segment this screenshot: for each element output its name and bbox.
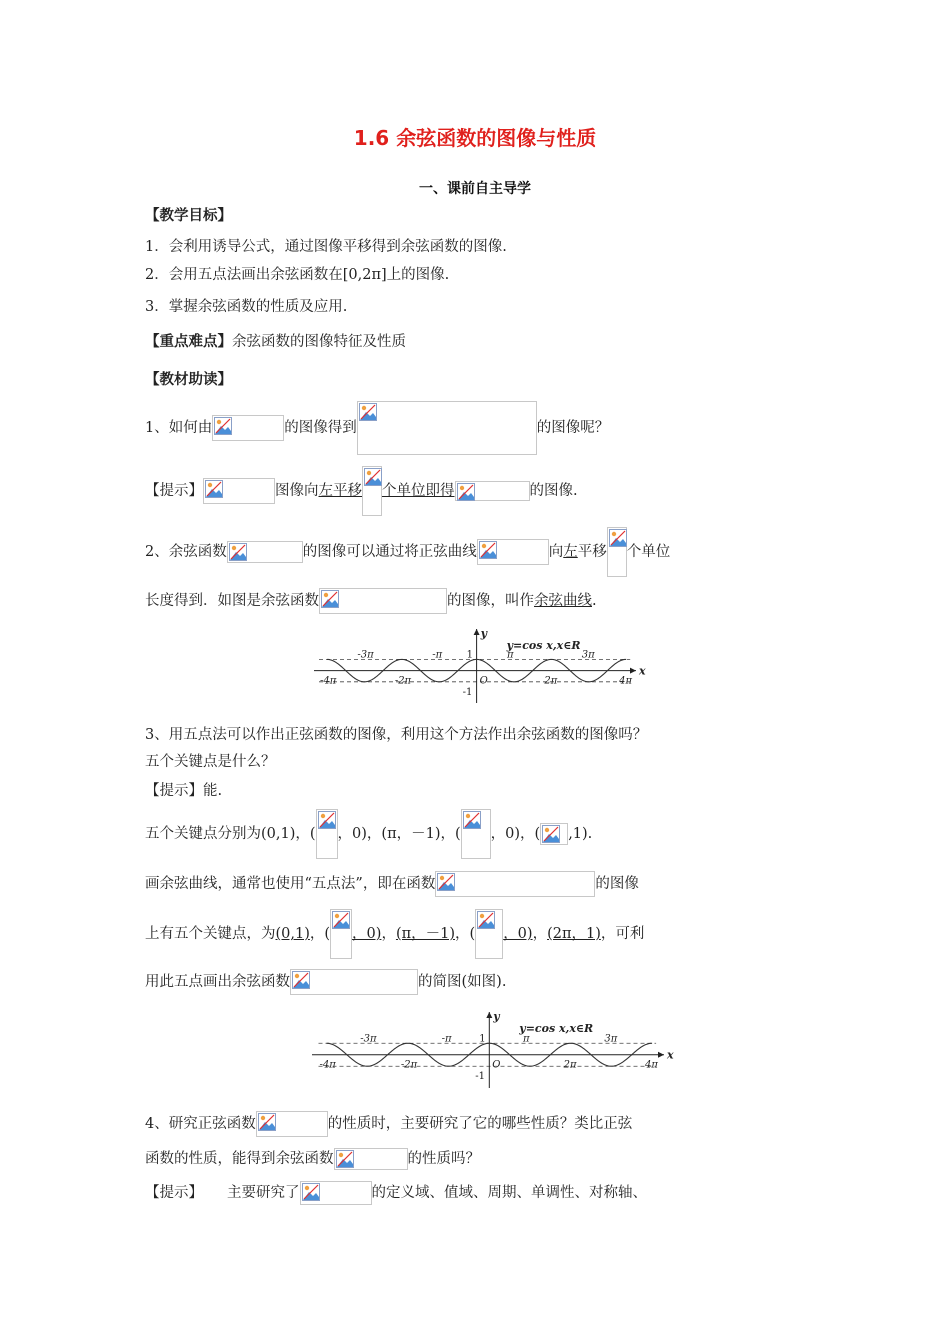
q2-text-h: 的图像，叫作 [447, 593, 534, 609]
goal-2: 2．会用五点法画出余弦函数在[0,2π]上的图像. [145, 267, 450, 283]
q1-text-a: 1、如何由 [145, 420, 213, 436]
draw-text-a: 画余弦曲线，通常也使用“五点法”，即在函数 [145, 876, 436, 892]
q4-text-a: 4、研究正弦函数 [145, 1116, 256, 1132]
five2-text-k: ，可利 [600, 926, 645, 942]
q2-text-b: 的图像可以通过将正弦曲线 [302, 544, 477, 560]
hint1-text-d: 的图像. [529, 483, 578, 499]
question-2-cont [145, 587, 597, 615]
key-text: 余弦函数的图像特征及性质 [232, 334, 406, 350]
formula-image [357, 401, 537, 455]
image-placeholder-icon [321, 590, 339, 608]
formula-image [607, 527, 627, 577]
five-text-c: ，0)，( [490, 826, 541, 842]
image-placeholder-icon [457, 483, 475, 501]
x-axis-label: x [639, 664, 646, 678]
x-tick-label: 4π [645, 1059, 658, 1071]
x-tick-label: 3π [581, 649, 595, 661]
five-points [145, 808, 592, 860]
hint-label: 【提示】 [145, 1185, 203, 1201]
goal-3: 3．掌握余弦函数的性质及应用. [145, 299, 348, 315]
q2-text-e: 平移 [577, 544, 607, 560]
formula-image [362, 466, 382, 516]
image-placeholder-icon [463, 811, 481, 829]
hint4-text-b: 的定义域、值域、周期、单调性、对称轴、 [371, 1185, 647, 1201]
x-tick-label: 2π [544, 675, 558, 687]
hint-1 [145, 466, 578, 516]
five2-text-e: ， [381, 926, 396, 942]
hint-label: 【提示】 [145, 483, 203, 499]
section-heading: 一、课前自主导学 [419, 181, 531, 197]
y-axis-arrow [486, 1012, 492, 1018]
hint-label: 【提示】 [145, 783, 203, 799]
five2-text-d: ，0) [352, 926, 382, 942]
aid-heading: 【教材助读】 [145, 372, 232, 388]
y-tick-label: 1 [466, 649, 473, 661]
x-tick-label: -4π [319, 1059, 336, 1071]
x-tick-label: -π [432, 649, 443, 661]
question-4-cont [145, 1146, 480, 1172]
image-placeholder-icon [359, 403, 377, 421]
y-tick-label: -1 [462, 686, 473, 698]
image-placeholder-icon [229, 543, 247, 561]
five-text-b: ，0)，(π，－1)，( [337, 826, 461, 842]
q1-text-c: 的图像呢？ [536, 420, 610, 436]
formula-image [256, 1111, 328, 1137]
formula-image [316, 809, 338, 859]
question-1 [145, 401, 609, 456]
x-tick-label: 2π [563, 1059, 577, 1071]
x-tick-label: O [492, 1059, 501, 1071]
x-axis-arrow [658, 1052, 664, 1058]
formula-image [330, 909, 352, 959]
image-placeholder-icon [609, 529, 627, 547]
hint3-text: 能. [203, 783, 223, 799]
formula-image [212, 415, 284, 441]
image-placeholder-icon [292, 971, 310, 989]
chart-title: y=cos x,x∈R [506, 639, 581, 652]
formula-image [435, 871, 595, 897]
formula-image [475, 909, 503, 959]
formula-image [540, 823, 568, 845]
y-axis-arrow [474, 629, 480, 635]
chart-title: y=cos x,x∈R [519, 1022, 594, 1035]
page-title: 1.6 余弦函数的图像与性质 [353, 126, 597, 150]
formula-image [461, 809, 491, 859]
image-placeholder-icon [477, 911, 495, 929]
key-points [145, 332, 406, 352]
five2-text-g: ，( [455, 926, 476, 942]
image-placeholder-icon [542, 825, 560, 843]
formula-image [477, 539, 549, 565]
five2-text-h: ，0) [503, 926, 533, 942]
hint4-text-a: 主要研究了 [227, 1185, 300, 1201]
q4-text-b: 的性质时，主要研究了它的哪些性质？类比正弦 [327, 1116, 633, 1132]
hint-4 [145, 1180, 647, 1206]
five2-text-c: ，( [309, 926, 331, 942]
key-heading: 【重点难点】 [145, 334, 232, 350]
image-placeholder-icon [205, 480, 223, 498]
q2-text-d: 左 [563, 544, 578, 560]
image-placeholder-icon [479, 541, 497, 559]
y-tick-label: -1 [475, 1071, 486, 1083]
image-placeholder-icon [364, 468, 382, 486]
q3-line-1: 3、用五点法可以作出正弦函数的图像，利用这个方法作出余弦函数的图像吗？ [145, 727, 648, 743]
q2-text-j: . [592, 593, 597, 609]
x-tick-label: π [506, 649, 514, 661]
image-placeholder-icon [318, 811, 336, 829]
hint1-text-c: 个单位即得 [382, 483, 455, 499]
q4-text-c: 函数的性质，能得到余弦函数 [145, 1151, 334, 1167]
image-placeholder-icon [437, 873, 455, 891]
cosine-graph-1 [310, 625, 650, 705]
image-placeholder-icon [214, 417, 232, 435]
x-tick-label: 4π [619, 675, 633, 687]
q1-text-b: 的图像得到 [284, 420, 357, 436]
x-tick-label: -3π [357, 649, 374, 661]
formula-image [334, 1148, 408, 1170]
formula-image [455, 481, 530, 501]
draw-text-b: 的图像 [595, 876, 639, 892]
x-tick-label: -3π [360, 1033, 377, 1045]
image-placeholder-icon [302, 1183, 320, 1201]
five2-text-f: (π，－1) [395, 926, 456, 942]
five2-text-b: (0,1) [275, 926, 310, 942]
x-tick-label: -2π [400, 1059, 418, 1071]
x-tick-label: 3π [604, 1033, 618, 1045]
formula-image [203, 478, 275, 504]
hint1-text-a: 图像向 [275, 483, 319, 499]
q2-text-g: 长度得到．如图是余弦函数 [145, 593, 319, 609]
use-text-b: 的简图(如图). [418, 974, 507, 990]
image-placeholder-icon [258, 1113, 276, 1131]
y-tick-label: 1 [479, 1033, 486, 1045]
x-tick-label: O [479, 675, 488, 687]
question-2 [145, 527, 670, 577]
q2-text-c: 向 [548, 544, 564, 560]
five2-text-i: ， [532, 926, 548, 942]
x-tick-label: -4π [320, 675, 337, 687]
five2-text-j: (2π，1) [547, 926, 601, 942]
five2-text-a: 上有五个关键点，为 [145, 926, 276, 942]
question-4 [145, 1110, 632, 1138]
five-text-a: 五个关键点分别为(0,1)，( [145, 826, 316, 842]
q2-text-i: 余弦曲线 [534, 593, 592, 609]
image-placeholder-icon [332, 911, 350, 929]
q2-text-f: 个单位 [626, 544, 671, 560]
cosine-graph-2 [308, 1008, 678, 1090]
x-tick-label: π [522, 1033, 530, 1045]
y-axis-label: y [493, 1010, 500, 1023]
x-tick-label: -2π [394, 675, 412, 687]
hint-3 [145, 781, 222, 801]
goals-heading: 【教学目标】 [145, 208, 232, 224]
q4-text-d: 的性质吗？ [407, 1151, 480, 1167]
goal-1: 1．会利用诱导公式，通过图像平移得到余弦函数的图像. [145, 239, 507, 255]
x-tick-label: -π [441, 1033, 452, 1045]
x-axis-arrow [630, 668, 636, 674]
q3-line-2: 五个关键点是什么？ [145, 754, 276, 770]
formula-image [300, 1181, 372, 1205]
use-text-a: 用此五点画出余弦函数 [145, 974, 290, 990]
q2-text-a: 2、余弦函数 [145, 544, 227, 560]
five-text-d: ,1). [568, 826, 593, 842]
x-axis-label: x [667, 1048, 674, 1062]
formula-image [227, 541, 303, 563]
hint1-text-b: 左平移 [318, 483, 362, 499]
formula-image [319, 588, 447, 614]
draw-line [145, 870, 639, 898]
use-line [145, 968, 506, 996]
five-points-2 [145, 908, 644, 960]
formula-image [290, 969, 418, 995]
image-placeholder-icon [336, 1150, 354, 1168]
y-axis-label: y [480, 627, 488, 640]
